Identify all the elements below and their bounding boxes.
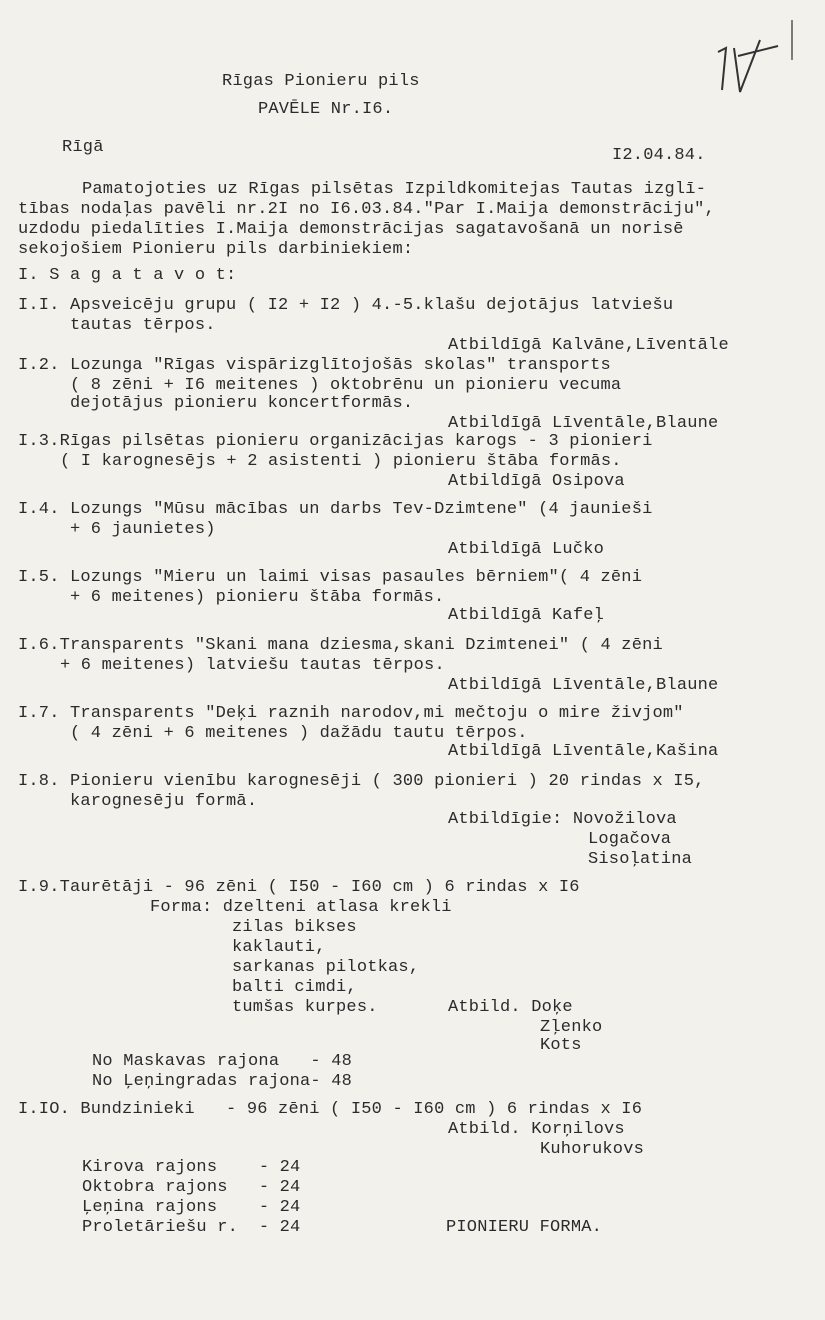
org-name: Rīgas Pionieru pils [222,72,420,91]
item-responsible: Atbild. Doķe [448,998,573,1017]
item-responsible: Atbild. Korņilovs [448,1120,625,1139]
district-line: Ļeņina rajons - 24 [82,1198,301,1217]
item-line: I.2. Lozunga "Rīgas vispārizglītojošās skolas" transports [18,356,611,375]
place: Rīgā [62,138,104,157]
item-responsible: Atbildīgā Lučko [448,540,605,559]
item-responsible: Atbildīgā Līventāle,Blaune [448,676,719,695]
item-responsible: Atbildīgā Kalvāne,Līventāle [448,336,729,355]
form-line: kaklauti, [232,938,326,957]
item-responsible: Atbildīgā Līventāle,Blaune [448,414,719,433]
date: I2.04.84. [612,146,706,165]
item-line: I.9.Taurētāji - 96 zēni ( I50 - I60 cm ) 6 rindas x I6 [18,878,580,897]
form-note: PIONIERU FORMA. [446,1218,603,1237]
form-line: tumšas kurpes. [232,998,378,1017]
form-line: zilas bikses [232,918,357,937]
item-line: karognesēju formā. [70,792,258,811]
district-line: No Ļeņingradas rajona- 48 [92,1072,353,1091]
item-line: I.3.Rīgas pilsētas pionieru organizācijas karogs - 3 pionieri [18,432,653,451]
item-line: I.7. Transparents "Deķi raznih narodov,mi mečtoju o mire živjom" [18,704,684,723]
handwritten-page-number [700,20,800,100]
item-line: I.4. Lozungs "Mūsu mācības un darbs Tev-Dzimtene" (4 jaunieši [18,500,653,519]
item-line: I.IO. Bundzinieki - 96 zēni ( I50 - I60 cm ) 6 rindas x I6 [18,1100,643,1119]
item-responsible: Atbildīgā Līventāle,Kašina [448,742,719,761]
item-line: ( 4 zēni + 6 meitenes ) dažādu tautu tērpos. [70,724,528,743]
form-line: balti cimdi, [232,978,357,997]
item-responsible: Atbildīgā Kafeļ [448,606,605,625]
district-line: No Maskavas rajona - 48 [92,1052,353,1071]
form-line: sarkanas pilotkas, [232,958,420,977]
section-title: I. S a g a t a v o t: [18,266,237,285]
form-line: Forma: dzelteni atlasa krekli [150,898,452,917]
item-responsible: Zļenko [540,1018,603,1037]
item-responsible: Kots [540,1036,582,1055]
item-line: + 6 meitenes) latviešu tautas tērpos. [60,656,445,675]
item-line: + 6 jaunietes) [70,520,216,539]
item-responsible: Atbildīgie: Novožilova [448,810,677,829]
intro-line: uzdodu piedalīties I.Maija demonstrācijas sagatavošanā un norisē [18,220,684,239]
item-responsible: Atbildīgā Osipova [448,472,625,491]
item-line: ( 8 zēni + I6 meitenes ) oktobrēnu un pionieru vecuma [70,376,622,395]
item-line: I.6.Transparents "Skani mana dziesma,skani Dzimtenei" ( 4 zēni [18,636,663,655]
item-line: I.I. Apsveicēju grupu ( I2 + I2 ) 4.-5.klašu dejotājus latviešu [18,296,674,315]
item-line: I.8. Pionieru vienību karognesēji ( 300 pionieri ) 20 rindas x I5, [18,772,705,791]
district-line: Kirova rajons - 24 [82,1158,301,1177]
item-responsible: Sisoļatina [588,850,693,869]
item-line: tautas tērpos. [70,316,216,335]
item-responsible: Logačova [588,830,672,849]
item-line: + 6 meitenes) pionieru štāba formās. [70,588,445,607]
intro-line: Pamatojoties uz Rīgas pilsētas Izpildkomitejas Tautas izglī- [82,180,707,199]
district-line: Proletāriešu r. - 24 [82,1218,301,1237]
item-responsible: Kuhorukovs [540,1140,645,1159]
item-line: dejotājus pionieru koncertformās. [70,394,414,413]
item-line: I.5. Lozungs "Mieru un laimi visas pasaules bērniem"( 4 zēni [18,568,643,587]
order-number: PAVĒLE Nr.I6. [258,100,394,119]
item-line: ( I karognesējs + 2 asistenti ) pionieru štāba formās. [60,452,622,471]
intro-line: tības nodaļas pavēli nr.2I no I6.03.84."Par I.Maija demonstrāciju", [18,200,715,219]
intro-line: sekojošiem Pionieru pils darbiniekiem: [18,240,414,259]
district-line: Oktobra rajons - 24 [82,1178,301,1197]
